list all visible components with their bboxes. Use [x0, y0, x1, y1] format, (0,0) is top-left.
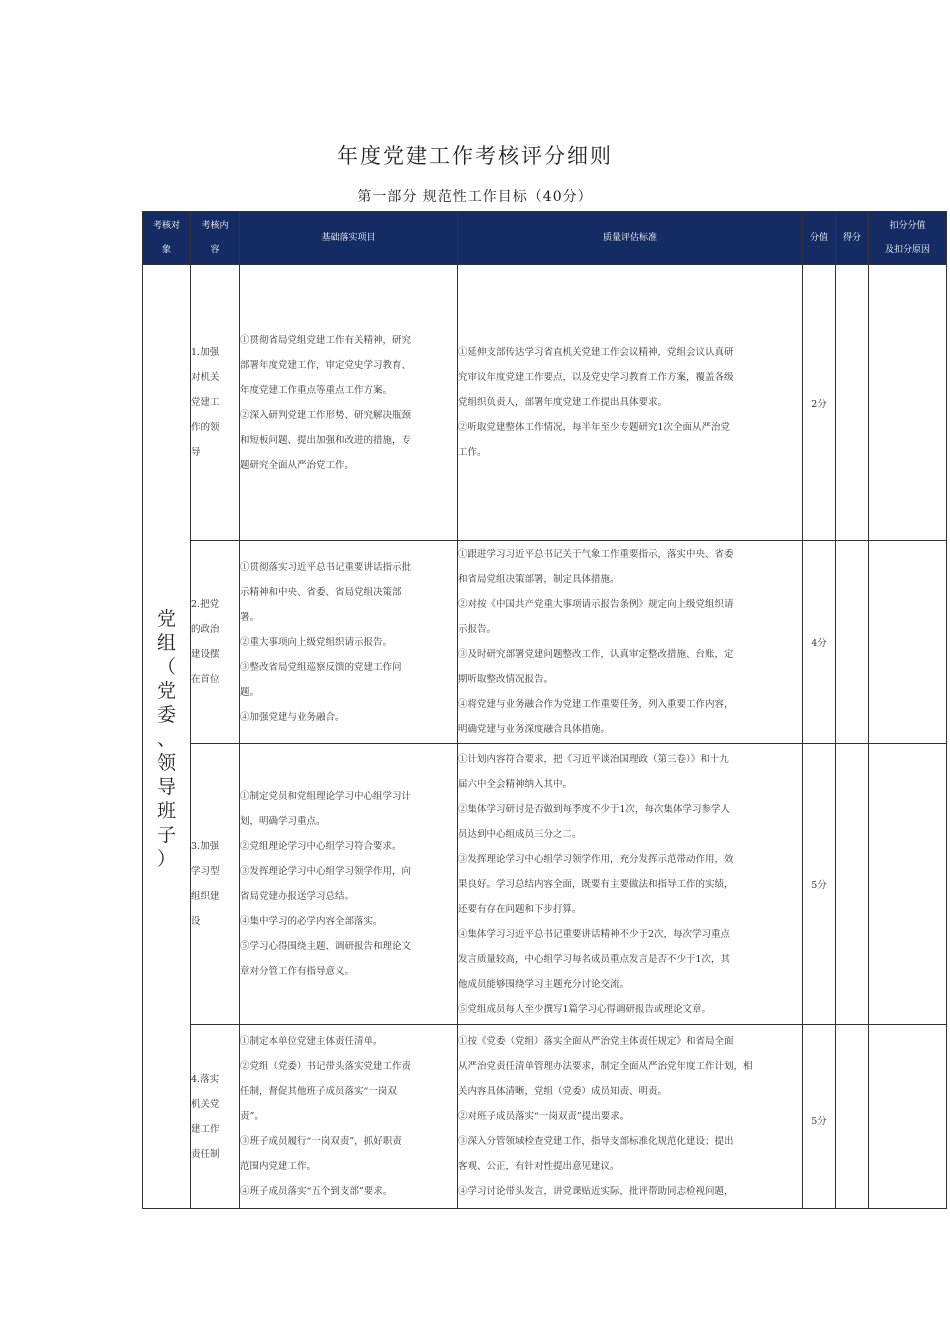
text-line: 责任制 — [191, 1148, 220, 1160]
text-line: 果良好。学习总结内容全面，既要有主要做法和指导工作的实绩， — [458, 878, 734, 890]
deduct-cell — [869, 744, 947, 1025]
text-line: ④班子成员落实“五个到支部”要求。 — [240, 1186, 393, 1197]
score-cell: 4分 — [803, 541, 836, 744]
quality-cell — [458, 265, 803, 541]
text-line: 工作。 — [458, 447, 487, 458]
category-cell — [191, 265, 240, 541]
text-line: ④集体学习习近平总书记重要讲话精神不少于2次，每次学习重点 — [458, 928, 731, 940]
basics-cell — [240, 541, 458, 744]
text-line: 建工作 — [191, 1123, 220, 1135]
text-line: 届六中全会精神纳入其中。 — [458, 778, 573, 790]
text-line: ④加强党建与业务融合。 — [240, 711, 345, 723]
table-row — [143, 265, 947, 541]
header-content: 考核内 容 — [191, 212, 240, 265]
section-subtitle: 第一部分 规范性工作目标（40分） — [357, 189, 593, 205]
header-basics: 基础落实项目 — [240, 212, 458, 265]
category-cell — [191, 744, 240, 1025]
text-line: 学习型 — [191, 866, 220, 877]
basics-cell — [240, 265, 458, 541]
assessment-object-cell — [143, 265, 191, 1209]
text-line: 班 — [156, 799, 176, 822]
text-line: ①贯彻省局党组党建工作有关精神，研究 — [240, 334, 412, 346]
text-line: ①按《党委（党组）落实全面从严治党主体责任规定》和省局全面 — [458, 1036, 734, 1047]
text-line: 对机关 — [191, 372, 220, 383]
text-line: 任制，督促其他班子成员落实“一岗双 — [240, 1086, 397, 1097]
text-line: 章对分管工作有指导意义。 — [240, 966, 355, 977]
text-line: 和短板问题、提出加强和改进的措施，专 — [240, 434, 412, 446]
text-line: ⑤学习心得围绕主题、调研报告和理论文 — [240, 941, 412, 952]
text-line: 在首位 — [191, 674, 220, 685]
text-line: 和省局党组决策部署，制定具体措施。 — [458, 574, 620, 585]
text-line: 子 — [156, 823, 176, 846]
text-line: 的政治 — [191, 624, 220, 635]
basics-cell — [240, 744, 458, 1025]
got-cell — [836, 744, 869, 1025]
text-line: 省局党建办报送学习总结。 — [240, 891, 355, 902]
text-line: 党组织负责人，部署年度党建工作提出具体要求。 — [458, 397, 668, 408]
text-line: 题。 — [240, 686, 260, 698]
text-line: 委 — [156, 703, 176, 726]
category-cell — [191, 541, 240, 744]
text-line: 关内容具体清晰，党组（党委）成员知责、明责。 — [458, 1086, 668, 1097]
text-line: 导 — [156, 775, 176, 798]
text-line: 党 — [156, 607, 176, 630]
score-cell: 5分 — [803, 744, 836, 1025]
text-line: 范围内党建工作。 — [240, 1161, 317, 1172]
text-line: ⑤党组成员每人至少撰写1篇学习心得调研报告或理论文章。 — [458, 1003, 712, 1015]
text-line: 从严治党责任清单管理办法要求，制定全面从严治党年度工作计划，相 — [458, 1061, 753, 1072]
text-line: 领 — [156, 751, 176, 774]
text-line: 署。 — [240, 611, 260, 623]
text-line: 1.加强 — [191, 347, 220, 358]
text-line: ①制定党员和党组理论学习中心组学习计 — [240, 791, 412, 802]
header-quality: 质量评估标准 — [458, 212, 803, 265]
deduct-cell — [869, 1025, 947, 1209]
quality-cell — [458, 1025, 803, 1209]
header-got: 得分 — [836, 212, 869, 265]
text-line: 题研究全面从严治党工作。 — [240, 459, 355, 471]
text-line: ②党组理论学习中心组学习符合要求。 — [240, 841, 402, 852]
text-line: 组织建 — [191, 891, 220, 902]
text-line: 组 — [156, 631, 176, 654]
text-line: 党 — [156, 679, 176, 702]
text-line: ②对班子成员落实“一岗双责”提出要求。 — [458, 1111, 630, 1122]
assessment-table — [142, 211, 947, 1209]
text-line: ①贯彻落实习近平总书记重要讲话指示批 — [240, 561, 412, 573]
text-line: 发言质量较高，中心组学习每名成员重点发言是否不少于1次，其 — [458, 953, 731, 965]
text-line: 还要有存在问题和下步打算。 — [458, 903, 582, 915]
text-line: 期听取整改情况报告。 — [458, 674, 554, 685]
category-cell — [191, 1025, 240, 1209]
text-line: ①制定本单位党建主体责任清单。 — [240, 1036, 383, 1047]
text-line: ③深入分管领域检查党建工作，指导支部标准化规范化建设；提出 — [458, 1136, 734, 1147]
text-line: 示报告。 — [458, 624, 497, 635]
got-cell — [836, 265, 869, 541]
text-line: 年度党建工作重点等重点工作方案。 — [240, 384, 393, 396]
header-deduct: 扣分分值 及扣分原因 — [869, 212, 947, 265]
header-object: 考核对 象 — [143, 212, 191, 265]
text-line: ②党组（党委）书记带头落实党建工作责 — [240, 1061, 412, 1072]
text-line: 作的领 — [191, 422, 220, 433]
text-line: 3.加强 — [191, 841, 220, 852]
text-line: 明确党建与业务深度融合具体措施。 — [458, 724, 611, 735]
table-row — [143, 1025, 947, 1209]
assessment-object-label — [143, 603, 190, 871]
text-line: ③发挥理论学习中心组学习领学作用，向 — [240, 866, 412, 877]
score-cell: 2分 — [803, 265, 836, 541]
basics-cell — [240, 1025, 458, 1209]
document-title: 年度党建工作考核评分细则 — [337, 144, 613, 168]
text-line: 他成员能够围绕学习主题充分讨论交流。 — [458, 978, 630, 990]
text-line: ） — [156, 847, 176, 870]
text-line: ③及时研究部署党建问题整改工作，认真审定整改措施、台账，定 — [458, 649, 734, 660]
text-line: ①延伸支部传达学习省直机关党建工作会议精神，党组会议认真研 — [458, 347, 734, 358]
text-line: ②深入研判党建工作形势、研究解决瓶颈 — [240, 409, 412, 421]
got-cell — [836, 541, 869, 744]
text-line: （ — [156, 655, 176, 678]
table-row — [143, 744, 947, 1025]
text-line: ④集中学习的必学内容全部落实。 — [240, 916, 383, 927]
quality-cell — [458, 744, 803, 1025]
text-line: 建设摆 — [191, 649, 220, 660]
text-line: 导 — [191, 447, 201, 458]
text-line: ②集体学习研讨是否做到每季度不少于1次，每次集体学习参学人 — [458, 803, 731, 815]
text-line: ③整改省局党组巡察反馈的党建工作问 — [240, 661, 402, 673]
text-line: 责”。 — [240, 1111, 264, 1122]
text-line: 员达到中心组成员三分之二。 — [458, 828, 582, 840]
header-score: 分值 — [803, 212, 836, 265]
text-line: ③班子成员履行“一岗双责”，抓好职责 — [240, 1136, 402, 1147]
text-line: 设 — [191, 916, 201, 927]
text-line: ③发挥理论学习中心组学习领学作用，充分发挥示范带动作用，效 — [458, 853, 734, 865]
quality-cell — [458, 541, 803, 744]
text-line: ②重大事项向上级党组织请示报告。 — [240, 636, 393, 648]
text-line: 党建工 — [191, 397, 220, 408]
text-line: ①计划内容符合要求，把《习近平谈治国理政（第三卷）》和十九 — [458, 753, 729, 765]
table-header-row — [143, 212, 947, 265]
text-line: 2.把党 — [191, 599, 220, 610]
deduct-cell — [869, 265, 947, 541]
text-line: 划，明确学习重点。 — [240, 816, 326, 827]
text-line: ②对按《中国共产党重大事项请示报告条例》规定向上级党组织请 — [458, 599, 734, 610]
score-cell: 5分 — [803, 1025, 836, 1209]
text-line: 示精神和中央、省委、省局党组决策部 — [240, 586, 402, 598]
text-line: 、 — [156, 727, 176, 750]
text-line: 客观、公正，有针对性提出意见建议。 — [458, 1161, 620, 1172]
text-line: ④学习讨论带头发言，讲党课贴近实际，批评帮助同志检视问题， — [458, 1186, 734, 1197]
got-cell — [836, 1025, 869, 1209]
table-row — [143, 541, 947, 744]
text-line: ①跟进学习习近平总书记关于气象工作重要指示，落实中央、省委 — [458, 549, 734, 560]
text-line: ④将党建与业务融合作为党建工作重要任务，列入重要工作内容， — [458, 699, 734, 710]
deduct-cell — [869, 541, 947, 744]
text-line: 机关党 — [191, 1098, 220, 1110]
text-line: ②听取党建整体工作情况，每半年至少专题研究1次全面从严治党 — [458, 422, 731, 433]
text-line: 部署年度党建工作，审定党史学习教育、 — [240, 359, 412, 371]
text-line: 究审议年度党建工作要点，以及党史学习教育工作方案，覆盖各级 — [458, 372, 734, 383]
text-line: 4.落实 — [191, 1073, 220, 1085]
